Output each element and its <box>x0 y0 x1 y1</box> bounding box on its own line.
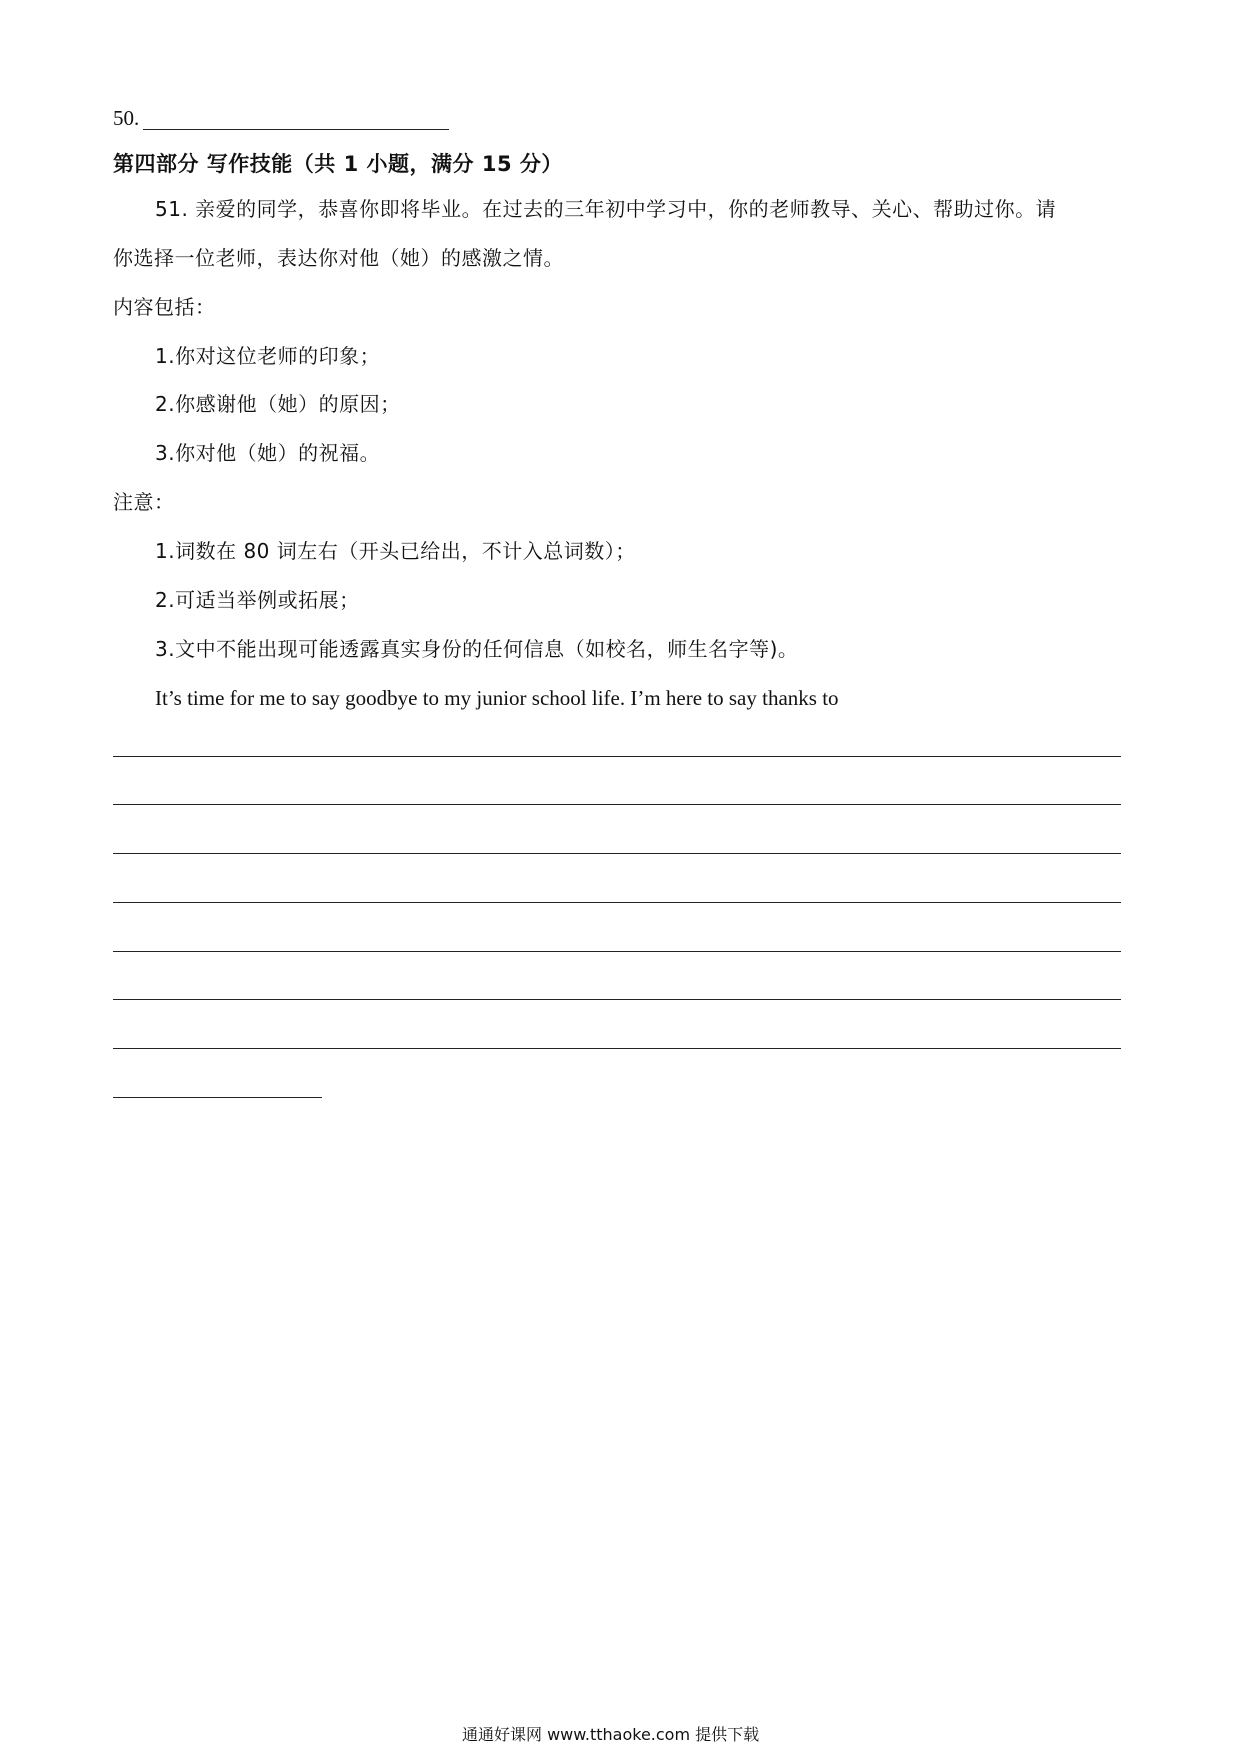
content-item: 3.你对他（她）的祝福。 <box>155 441 381 465</box>
q51-prompt-line-2: 你选择一位老师，表达你对他（她）的感激之情。 <box>113 246 564 270</box>
q50-answer-blank[interactable] <box>143 109 449 130</box>
content-item: 2.你感谢他（她）的原因； <box>155 392 401 416</box>
essay-opening-sentence: It’s time for me to say goodbye to my junior school life. I’m here to say thanks to <box>155 686 839 710</box>
writing-line-short[interactable] <box>113 1097 322 1098</box>
q50-answer-row <box>113 106 449 130</box>
writing-line[interactable] <box>113 756 1121 757</box>
page-footer: 通通好课网 www.tthaoke.com 提供下载 <box>462 1725 760 1744</box>
writing-line[interactable] <box>113 1048 1121 1049</box>
writing-line[interactable] <box>113 951 1121 952</box>
writing-line[interactable] <box>113 804 1121 805</box>
note-item: 3.文中不能出现可能透露真实身份的任何信息（如校名，师生名字等)。 <box>155 637 799 661</box>
writing-line[interactable] <box>113 902 1121 903</box>
content-item: 1.你对这位老师的印象； <box>155 344 381 368</box>
writing-line[interactable] <box>113 999 1121 1000</box>
note-item: 2.可适当举例或拓展； <box>155 588 360 612</box>
q51-prompt-line-1: 51. 亲爱的同学，恭喜你即将毕业。在过去的三年初中学习中，你的老师教导、关心、帮助过你。请 <box>155 197 1057 221</box>
note-label: 注意： <box>113 490 175 514</box>
q50-number: 50. <box>113 106 140 130</box>
content-label: 内容包括： <box>113 295 216 319</box>
note-item: 1.词数在 80 词左右（开头已给出，不计入总词数）； <box>155 539 636 563</box>
section-heading: 第四部分 写作技能（共 1 小题，满分 15 分） <box>113 152 563 176</box>
writing-line[interactable] <box>113 853 1121 854</box>
